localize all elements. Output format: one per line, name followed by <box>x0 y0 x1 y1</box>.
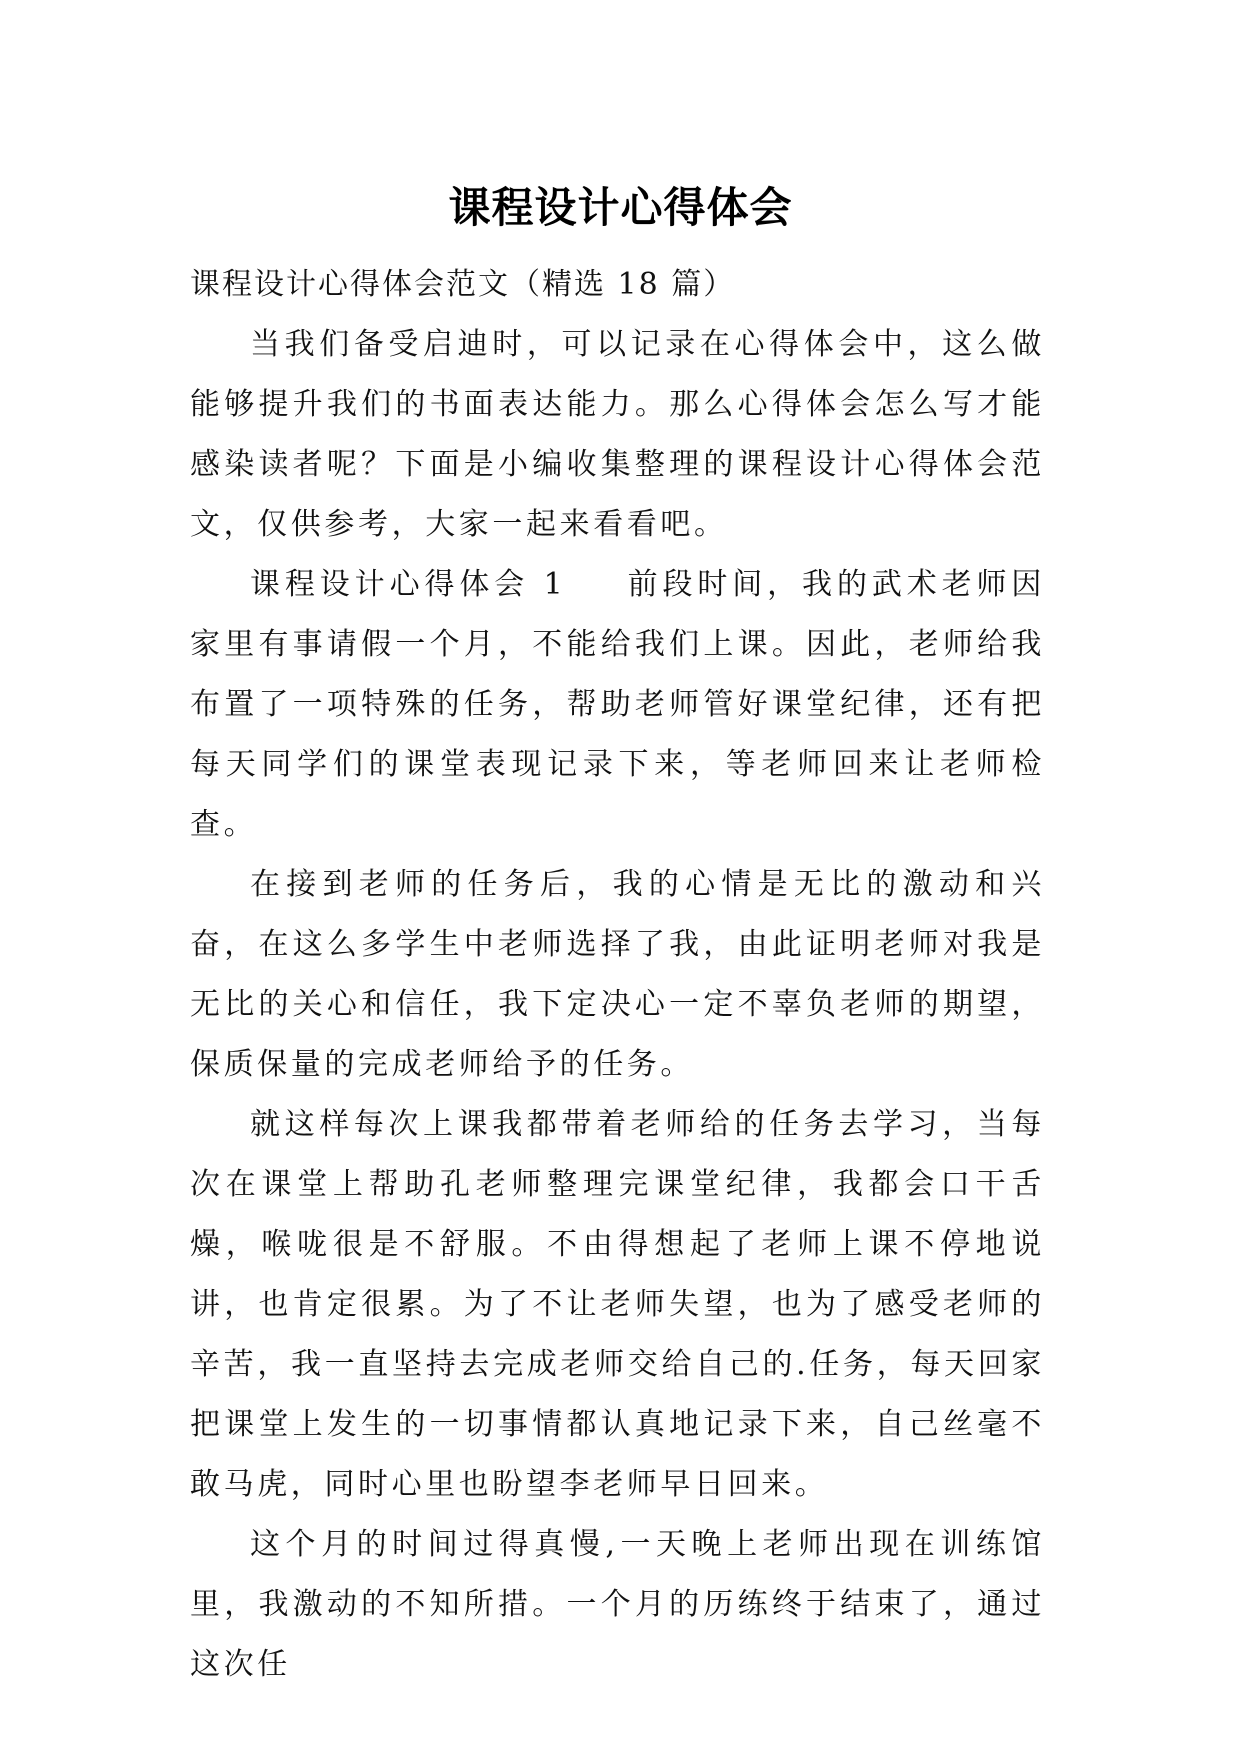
section-1-heading: 课程设计心得体会 1 <box>250 567 567 602</box>
body-paragraph: 就这样每次上课我都带着老师给的任务去学习，当每次在课堂上帮助孔老师整理完课堂纪律，我都会口干舌燥，喉咙很是不舒服。不由得想起了老师上课不停地说讲，也肯定很累。为了不让老师失望，也为了感受老师的辛苦，我一直坚持去完成老师交给自己的.任务，每天回家把课堂上发生的一切事情都认真地记录下来，自己丝毫不敢马虎，同时心里也盼望李老师早日回来。 <box>190 1107 1045 1502</box>
section-1-lead: 前段时间，我的武术老师因家里有事请假一个月，不能给我们上课。因此，老师给我布置了一项特殊的任务，帮助老师管好课堂纪律，还有把每天同学们的课堂表现记录下来，等老师回来让老师检查。 <box>190 567 1046 842</box>
document-title: 课程设计心得体会 <box>448 183 793 233</box>
document-body <box>190 255 1045 1695</box>
section-1-paragraph <box>190 555 1045 855</box>
body-paragraph: 这个月的时间过得真慢,一天晚上老师出现在训练馆里，我激动的不知所措。一个月的历练终于结束了，通过这次任 <box>190 1527 1045 1682</box>
intro-paragraph: 当我们备受启迪时，可以记录在心得体会中，这么做能够提升我们的书面表达能力。那么心得体会怎么写才能感染读者呢？下面是小编收集整理的课程设计心得体会范文，仅供参考，大家一起来看看吧。 <box>190 327 1045 542</box>
document-subtitle: 课程设计心得体会范文（精选 18 篇） <box>190 267 736 302</box>
body-paragraph: 在接到老师的任务后，我的心情是无比的激动和兴奋，在这么多学生中老师选择了我，由此证明老师对我是无比的关心和信任，我下定决心一定不辜负老师的期望，保质保量的完成老师给予的任务。 <box>190 867 1045 1082</box>
